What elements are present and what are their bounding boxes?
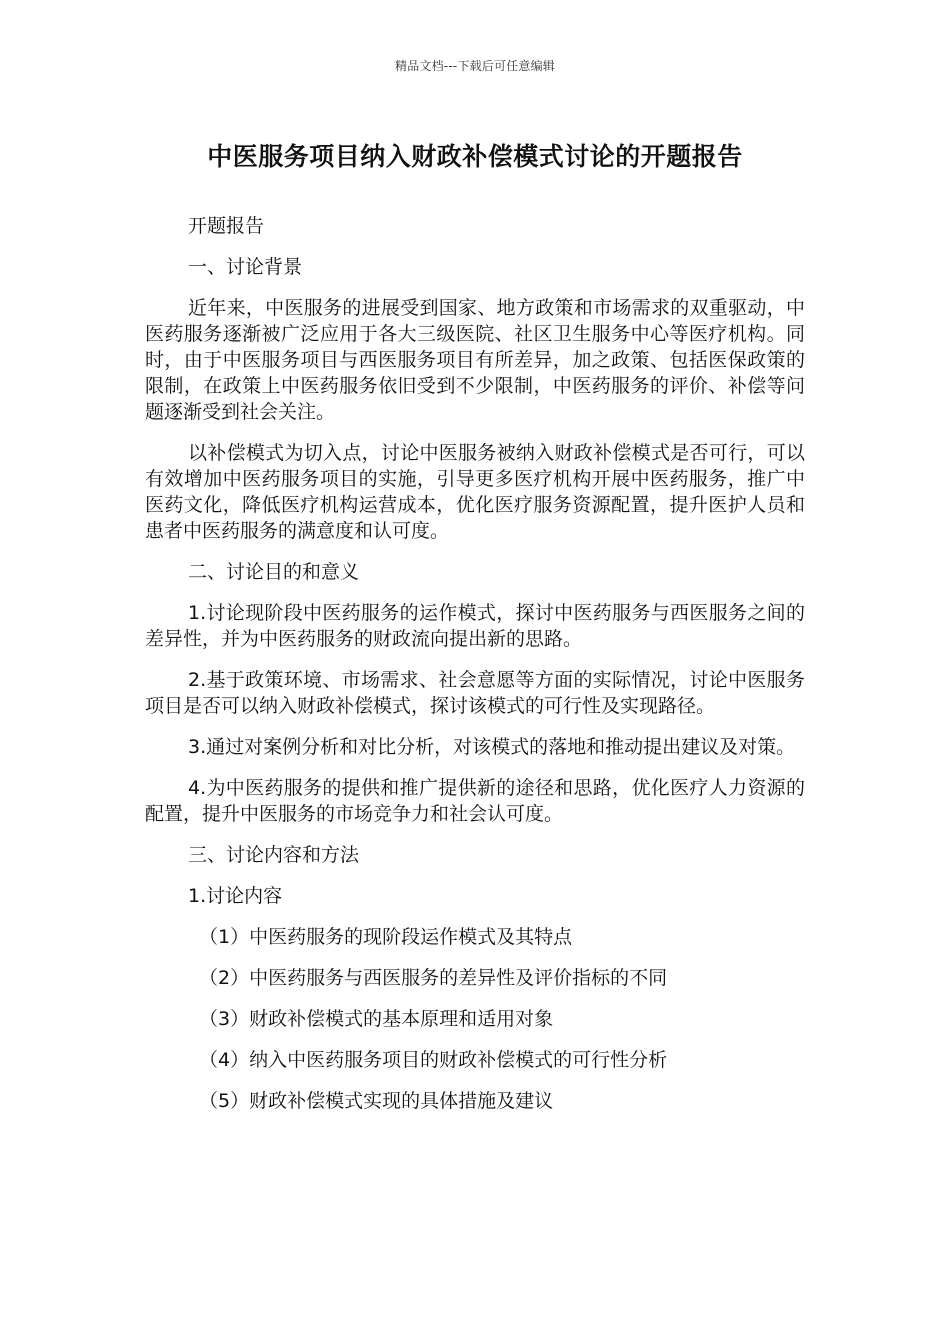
purpose-item-3: 3.通过对案例分析和对比分析，对该模式的落地和推动提出建议及对策。 bbox=[188, 736, 796, 758]
section-label-report: 开题报告 bbox=[188, 215, 265, 237]
list-item: （3）财政补偿模式的基本原理和适用对象 bbox=[199, 1008, 554, 1030]
document-body bbox=[145, 213, 805, 1129]
list-item: （1）中医药服务的现阶段运作模式及其特点 bbox=[199, 926, 573, 948]
document-title: 中医服务项目纳入财政补偿模式讨论的开题报告 bbox=[207, 142, 743, 171]
subheading-content: 1.讨论内容 bbox=[188, 885, 283, 907]
section-heading-background: 一、讨论背景 bbox=[188, 256, 303, 278]
purpose-item-2: 2.基于政策环境、市场需求、社会意愿等方面的实际情况，讨论中医服务项目是否可以纳入财政补偿模式，探讨该模式的可行性及实现路径。 bbox=[145, 669, 805, 717]
paragraph-background-2: 以补偿模式为切入点，讨论中医服务被纳入财政补偿模式是否可行，可以有效增加中医药服务项目的实施，引导更多医疗机构开展中医药服务，推广中医药文化，降低医疗机构运营成本，优化医疗服务资源配置，提升医护人员和患者中医药服务的满意度和认可度。 bbox=[145, 442, 805, 542]
list-item: （4）纳入中医药服务项目的财政补偿模式的可行性分析 bbox=[199, 1049, 668, 1071]
purpose-item-4: 4.为中医药服务的提供和推广提供新的途径和思路，优化医疗人力资源的配置，提升中医服务的市场竞争力和社会认可度。 bbox=[145, 777, 805, 825]
section-heading-purpose: 二、讨论目的和意义 bbox=[188, 561, 360, 583]
purpose-item-1: 1.讨论现阶段中医药服务的运作模式，探讨中医药服务与西医服务之间的差异性，并为中医药服务的财政流向提出新的思路。 bbox=[145, 602, 805, 650]
section-heading-content-method: 三、讨论内容和方法 bbox=[188, 844, 360, 866]
header-note: 精品文档---下载后可任意编辑 bbox=[395, 59, 555, 73]
list-item: （2）中医药服务与西医服务的差异性及评价指标的不同 bbox=[199, 967, 668, 989]
list-item: （5）财政补偿模式实现的具体措施及建议 bbox=[199, 1090, 554, 1112]
paragraph-background-1: 近年来，中医服务的进展受到国家、地方政策和市场需求的双重驱动，中医药服务逐渐被广泛应用于各大三级医院、社区卫生服务中心等医疗机构。同时，由于中医服务项目与西医服务项目有所差异，加之政策、包括医保政策的限制，在政策上中医药服务依旧受到不少限制，中医药服务的评价、补偿等问题逐渐受到社会关注。 bbox=[145, 297, 805, 423]
